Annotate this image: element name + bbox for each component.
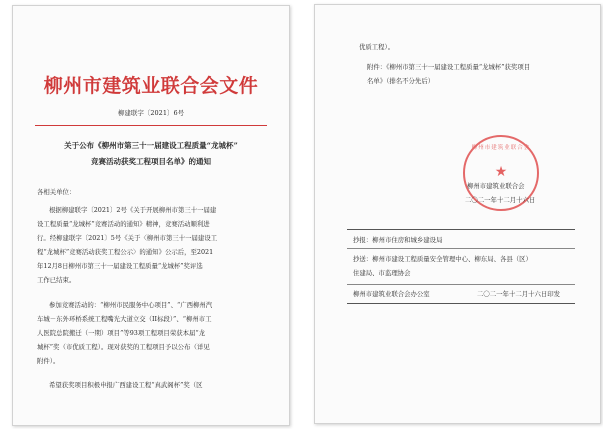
divider xyxy=(347,303,575,304)
divider xyxy=(347,229,575,230)
signing-date: 二〇二一年十二月十六日 xyxy=(465,196,536,204)
seal-text: 柳州市建筑业联合会 xyxy=(471,145,531,151)
body-line: 设工程质量“龙城杯”竞赛活动的通知》精神，竞赛活动顺利进 xyxy=(37,220,210,228)
body-line: 优质工程）。 xyxy=(359,43,395,51)
body-line: 城杯”奖（市优质工程）。现对获奖的工程项目予以公布（详见 xyxy=(37,343,210,351)
cc-line: 抄送：柳州市建设工程质量安全管理中心、柳东局、各县（区） xyxy=(353,255,532,263)
attachment-line: 名单》（排名不分先后） xyxy=(367,77,435,85)
footer-org: 柳州市建筑业联合会办公室 xyxy=(353,290,430,298)
cc-line: 抄报：柳州市住房和城乡建设局 xyxy=(353,236,443,244)
body-line: 工作已结束。 xyxy=(37,276,76,284)
red-divider xyxy=(35,125,267,126)
subject-line-2: 竞赛活动获奖工程项目名单》的通知 xyxy=(91,157,211,166)
body-line: 年12月8日柳州市第三十一届建设工程质量“龙城杯”奖评选 xyxy=(37,262,203,270)
body-line: 希望获奖项目积极申报广西建设工程“真武阁杯”奖（区 xyxy=(49,381,203,389)
body-line: 行。经柳建联字〔2021〕5号《关于〈柳州市第三十一届建设工 xyxy=(37,234,218,242)
document-title: 柳州市建筑业联合会文件 xyxy=(43,75,259,97)
divider xyxy=(347,248,575,249)
signer: 柳州市建筑业联合会 xyxy=(467,182,525,190)
body-line: 人医院总院搬迁（一期）项目”等93项工程项目荣获本届“龙 xyxy=(37,329,206,337)
document-page-2 xyxy=(314,4,601,424)
document-number: 柳建联字〔2021〕6号 xyxy=(117,109,185,117)
footer-date: 二〇二一年十二月十六日印发 xyxy=(477,290,561,298)
body-line: 程“龙城杯”竞赛活动获奖工程公示〉的通知》公示后，至2021 xyxy=(37,248,214,256)
body-line: 车城－东外环桥系统工程嘴光大道立交（II标段）”、“柳州市工 xyxy=(37,315,212,323)
body-line: 根据柳建联字〔2021〕2号《关于开展柳州市第三十一届建 xyxy=(49,206,217,214)
attachment-line: 附件：《柳州市第三十一届建设工程质量“龙城杯”获奖项目 xyxy=(367,63,531,71)
body-line: 各相关单位： xyxy=(37,188,76,196)
star-icon: ★ xyxy=(494,164,508,181)
document-page-1 xyxy=(12,5,290,426)
body-line: 参加竞赛活动的：“柳州市民服务中心项目”、“广西柳州汽 xyxy=(49,301,213,309)
cc-line: 住建局、市监理协会 xyxy=(353,269,411,277)
subject-line-1: 关于公布《柳州市第三十一届建设工程质量“龙城杯” xyxy=(64,141,238,150)
body-line: 附件）。 xyxy=(37,357,60,365)
divider xyxy=(347,284,575,285)
